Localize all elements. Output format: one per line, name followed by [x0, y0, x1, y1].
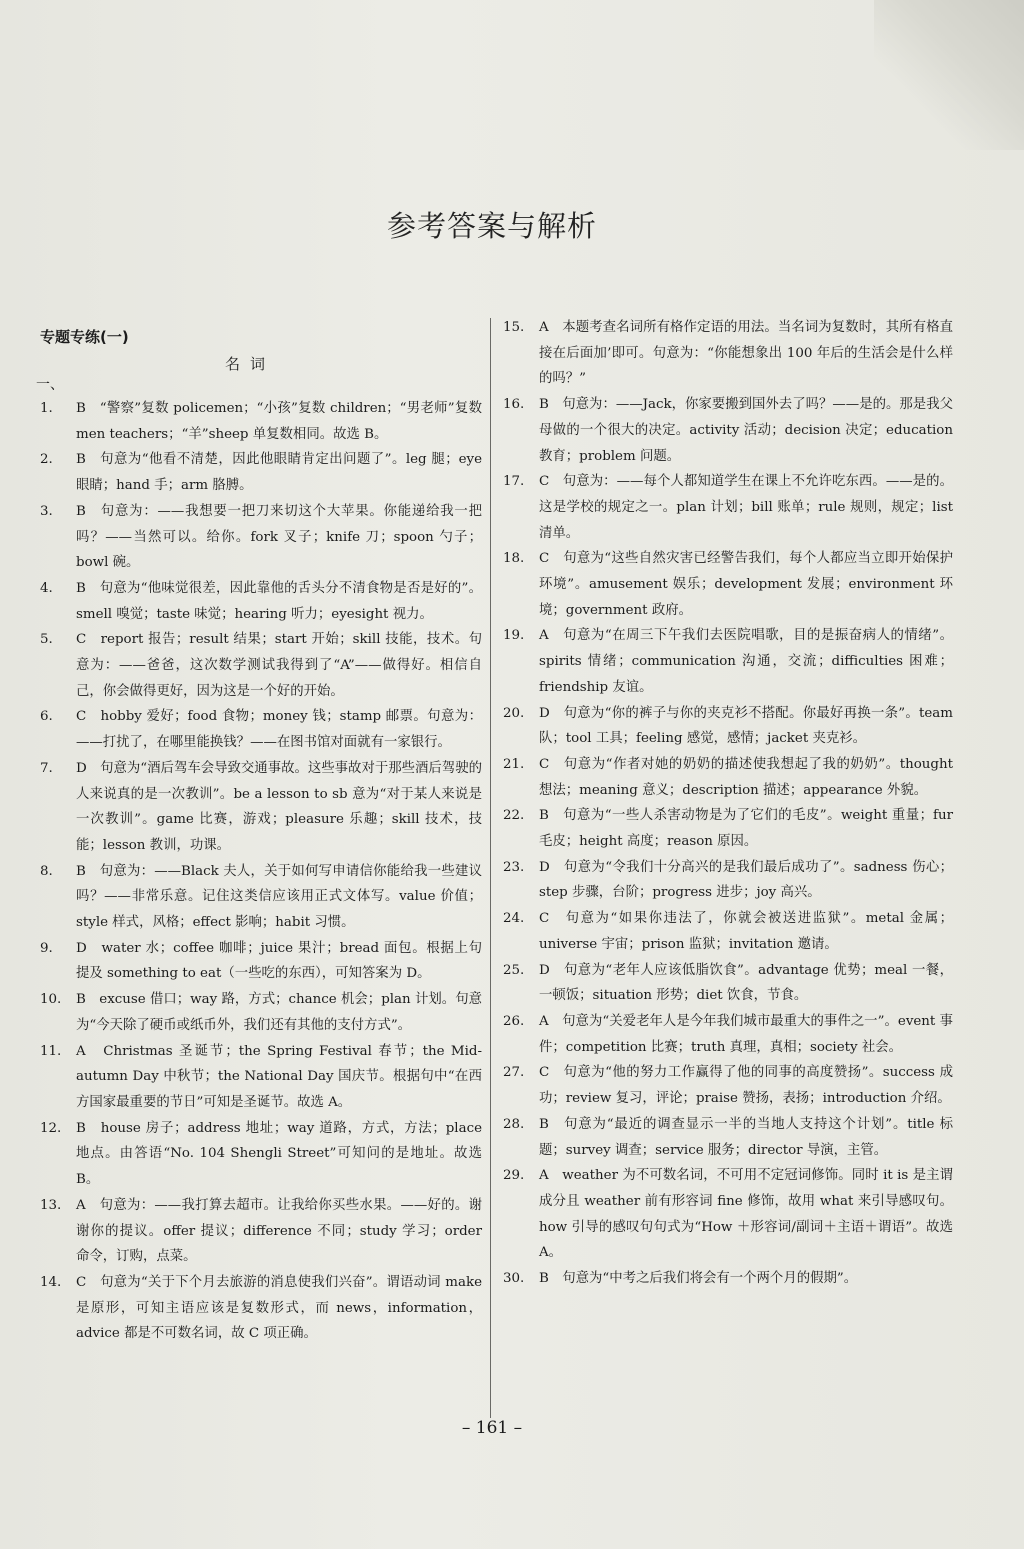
item-text: B 句意为：——Jack，你家要搬到国外去了吗？——是的。那是我父母做的一个很大的决定。activity 活动；decision 决定；education 教育；problem 问题。 [539, 397, 953, 464]
answer-item [503, 855, 953, 906]
item-number: 4. [40, 580, 53, 596]
item-number: 11. [40, 1043, 62, 1059]
item-text: D 句意为“老年人应该低脂饮食”。advantage 优势；meal 一餐，一顿饭；situation 形势；diet 饮食，节食。 [539, 962, 953, 1004]
item-text: A Christmas 圣诞节；the Spring Festival 春节；the Mid-autumn Day 中秋节；the National Day 国庆节。根据句中“在西方国家最重要的节日”可知是圣诞节。故选 A。 [76, 1043, 482, 1110]
item-text: A weather 为不可数名词，不可用不定冠词修饰。同时 it is 是主谓成分且 weather 前有形容词 fine 修饰，故用 what 来引导感叹句。how 引导的感叹句句式为“How ＋形容词/副词＋主语＋谓语”。故选 A。 [539, 1168, 953, 1261]
item-text: D 句意为“酒后驾车会导致交通事故。这些事故对于那些酒后驾驶的人来说真的是一次教训”。be a lesson to sb 意为“对于某人来说是一次教训”。game 比赛，游戏；pleasure 乐趣；skill 技术，技能；lesson 教训，功课。 [76, 760, 482, 853]
answer-item [503, 1163, 953, 1266]
item-text: C 句意为“这些自然灾害已经警告我们，每个人都应当立即开始保护环境”。amusement 娱乐；development 发展；environment 环境；government 政府。 [539, 551, 953, 618]
item-number: 28. [503, 1116, 525, 1132]
item-text: C 句意为：——每个人都知道学生在课上不允许吃东西。——是的。这是学校的规定之一。plan 计划；bill 账单；rule 规则，规定；list 清单。 [539, 474, 953, 541]
answer-item [40, 1270, 482, 1347]
answer-item [40, 1193, 482, 1270]
item-text: B house 房子；address 地址；way 道路，方式，方法；place 地点。由答语“No. 104 Shengli Street”可知问的是地址。故选 B。 [76, 1120, 482, 1188]
item-number: 30. [503, 1271, 525, 1287]
answer-item [40, 576, 482, 627]
left-column [40, 396, 482, 1347]
item-number: 1. [40, 401, 53, 416]
answer-item [40, 447, 482, 498]
answer-item [503, 701, 953, 752]
item-text: B 句意为：——我想要一把刀来切这个大苹果。你能递给我一把吗？——当然可以。给你。fork 叉子；knife 刀；spoon 勺子；bowl 碗。 [76, 503, 482, 571]
answer-item [40, 704, 482, 755]
item-number: 3. [40, 503, 53, 519]
answer-item [40, 859, 482, 936]
answer-item [503, 803, 953, 854]
answer-item [503, 623, 953, 700]
item-number: 13. [40, 1197, 62, 1213]
item-number: 27. [503, 1065, 525, 1081]
item-text: D 句意为“你的裤子与你的夹克衫不搭配。你最好再换一条”。team 队；tool 工具；feeling 感觉，感情；jacket 夹克衫。 [539, 705, 953, 747]
answer-item [503, 469, 953, 546]
item-number: 10. [40, 992, 62, 1008]
item-number: 22. [503, 808, 525, 824]
item-number: 24. [503, 911, 525, 927]
item-number: 5. [40, 632, 53, 648]
answer-item [503, 315, 953, 392]
item-number: 19. [503, 628, 525, 644]
item-number: 25. [503, 962, 525, 978]
item-text: C report 报告；result 结果；start 开始；skill 技能，技术。句意为：——爸爸，这次数学测试我得到了“A”——做得好。相信自己，你会做得更好，因为这是一个好的开始。 [76, 632, 482, 699]
answer-item [40, 1116, 482, 1193]
item-number: 16. [503, 397, 525, 413]
item-number: 20. [503, 705, 525, 721]
item-number: 6. [40, 709, 53, 725]
item-text: A 本题考查名词所有格作定语的用法。当名词为复数时，其所有格直接在后面加’即可。句意为：“你能想象出 100 年后的生活会是什么样的吗？” [539, 320, 953, 387]
item-text: B 句意为“最近的调查显示一半的当地人支持这个计划”。title 标题；survey 调查；service 服务；director 导演，主管。 [539, 1116, 953, 1158]
page-corner-shadow [874, 0, 1024, 150]
right-column [503, 315, 953, 1292]
item-number: 17. [503, 474, 525, 490]
item-number: 9. [40, 940, 53, 956]
item-text: A 句意为：——我打算去超市。让我给你买些水果。——好的。谢谢你的提议。offer 提议；difference 不同；study 学习；order 命令，订购，点菜。 [76, 1197, 482, 1265]
section-heading: 专题专练(一) [40, 328, 129, 346]
item-text: B 句意为“他味觉很差，因此靠他的舌头分不清食物是否是好的”。smell 嗅觉；taste 味觉；hearing 听力；eyesight 视力。 [76, 580, 482, 622]
item-number: 8. [40, 863, 53, 879]
item-text: C 句意为“作者对她的奶奶的描述使我想起了我的奶奶”。thought 想法；meaning 意义；description 描述；appearance 外貌。 [539, 756, 953, 798]
item-number: 14. [40, 1274, 62, 1290]
item-text: C 句意为“如果你违法了，你就会被送进监狱”。metal 金属；universe 宇宙；prison 监狱；invitation 邀请。 [539, 911, 953, 952]
page-number: – 161 – [461, 1418, 523, 1438]
item-text: C 句意为“关于下个月去旅游的消息使我们兴奋”。谓语动词 make 是原形，可知主语应该是复数形式，而 news，information，advice 都是不可数名词，故 C 项正确。 [76, 1274, 482, 1342]
answer-item [40, 987, 482, 1038]
item-number: 23. [503, 859, 525, 875]
item-text: B excuse 借口；way 路，方式；chance 机会；plan 计划。句意为“今天除了硬币或纸币外，我们还有其他的支付方式”。 [76, 992, 482, 1033]
item-text: C 句意为“他的努力工作赢得了他的同事的高度赞扬”。success 成功；review 复习，评论；praise 赞扬，表扬；introduction 介绍。 [539, 1065, 953, 1107]
answer-item [503, 392, 953, 469]
item-number: 2. [40, 452, 53, 468]
answer-item [40, 756, 482, 859]
item-number: 15. [503, 320, 525, 335]
answer-item [40, 1039, 482, 1116]
page-title: 参考答案与解析 [386, 209, 597, 243]
item-number: 7. [40, 760, 53, 776]
answer-item [503, 1266, 953, 1292]
topic-heading: 名词 [224, 355, 275, 373]
item-text: B “警察”复数 policemen；“小孩”复数 children；“男老师”复数 men teachers；“羊”sheep 单复数相同。故选 B。 [76, 401, 482, 442]
item-number: 29. [503, 1168, 525, 1184]
answer-item [503, 546, 953, 623]
part-number: 一、 [36, 377, 64, 393]
answer-item [40, 396, 482, 447]
answer-item [503, 906, 953, 957]
item-number: 12. [40, 1120, 62, 1136]
answer-item [503, 1060, 953, 1111]
item-number: 26. [503, 1013, 525, 1029]
item-number: 18. [503, 551, 525, 567]
column-divider [490, 318, 491, 1418]
answer-item [503, 1009, 953, 1060]
item-text: C hobby 爱好；food 食物；money 钱；stamp 邮票。句意为：——打扰了，在哪里能换钱？——在图书馆对面就有一家银行。 [76, 709, 482, 751]
item-text: D 句意为“令我们十分高兴的是我们最后成功了”。sadness 伤心；step 步骤，台阶；progress 进步；joy 高兴。 [539, 859, 953, 901]
answer-item [40, 936, 482, 987]
item-number: 21. [503, 756, 525, 772]
item-text: B 句意为“中考之后我们将会有一个两个月的假期”。 [539, 1271, 858, 1287]
item-text: B 句意为“一些人杀害动物是为了它们的毛皮”。weight 重量；fur 毛皮；height 高度；reason 原因。 [539, 808, 953, 850]
item-text: D water 水；coffee 咖啡；juice 果汁；bread 面包。根据上句提及 something to eat（一些吃的东西），可知答案为 D。 [76, 940, 482, 982]
item-text: A 句意为“关爱老年人是今年我们城市最重大的事件之一”。event 事件；competition 比赛；truth 真理，真相；society 社会。 [539, 1013, 953, 1055]
item-text: B 句意为：——Black 夫人，关于如何写申请信你能给我一些建议吗？——非常乐意。记住这类信应该用正式文体写。value 价值；style 样式，风格；effect 影响；habit 习惯。 [76, 863, 482, 931]
item-text: B 句意为“他看不清楚，因此他眼睛肯定出问题了”。leg 腿；eye 眼睛；hand 手；arm 胳膊。 [76, 452, 482, 494]
answer-item [40, 627, 482, 704]
answer-item [40, 499, 482, 576]
item-text: A 句意为“在周三下午我们去医院唱歌，目的是振奋病人的情绪”。spirits 情绪；communication 沟通，交流；difficulties 困难；friendship 友谊。 [539, 628, 953, 695]
answer-item [503, 752, 953, 803]
answer-item [503, 958, 953, 1009]
answer-item [503, 1112, 953, 1163]
